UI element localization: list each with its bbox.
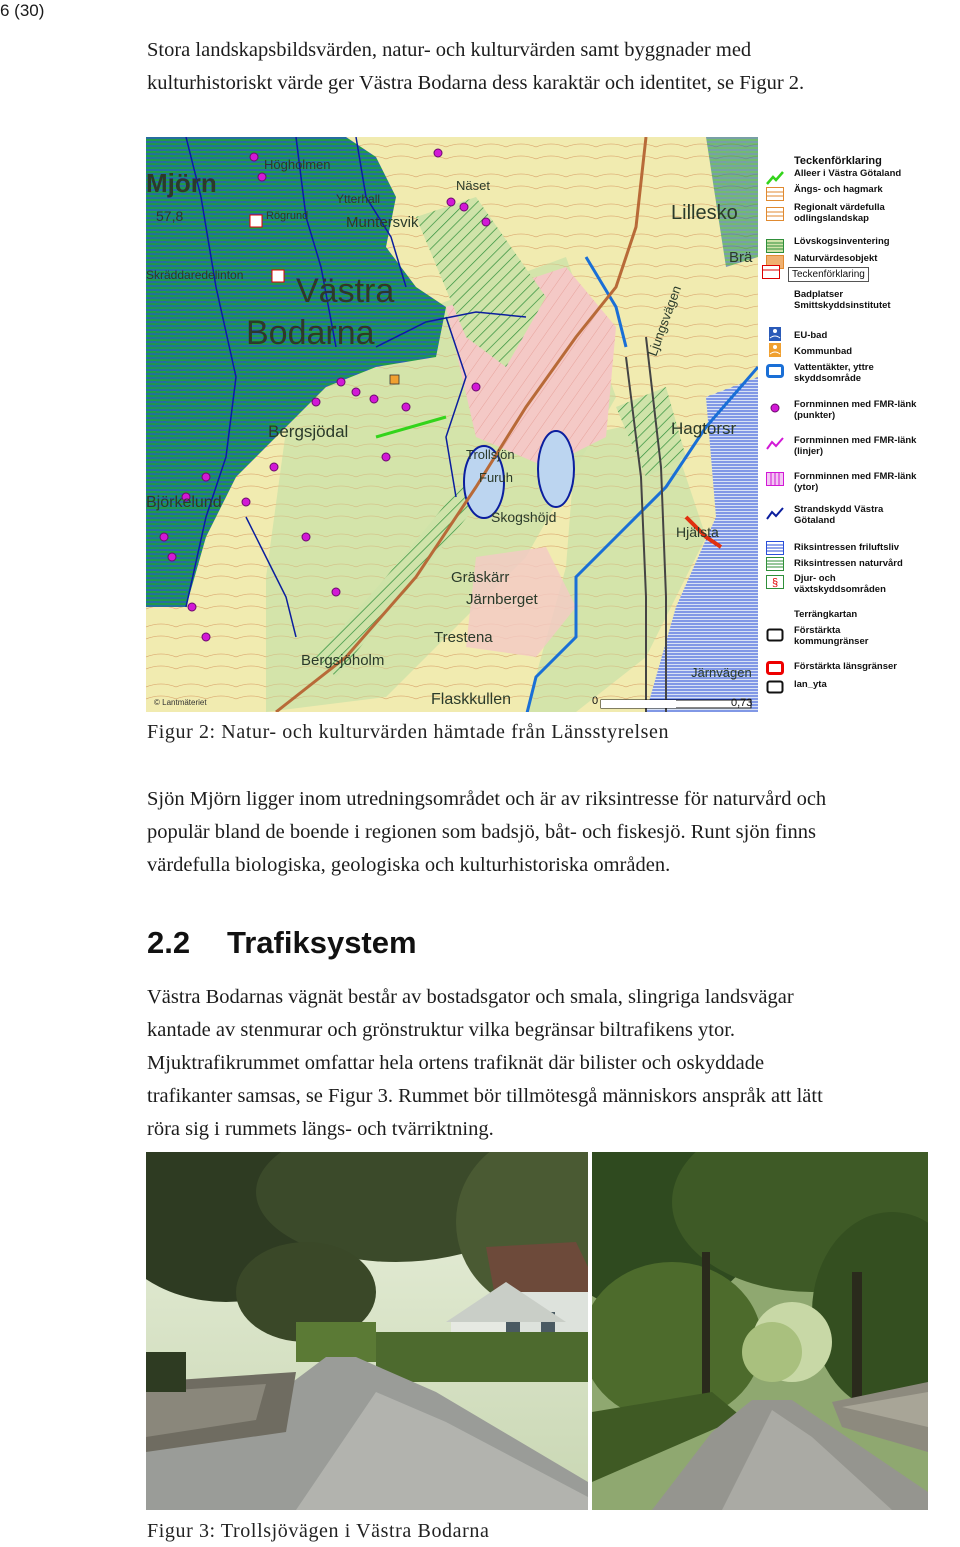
legend-deciduous-icon [766, 239, 784, 253]
section-number: 2.2 [147, 925, 191, 960]
legend-municipal-bath-icon [766, 343, 784, 357]
legend-recreation-icon [766, 541, 784, 555]
map-label-skraddaredelinton: Skräddaredelinton [146, 268, 244, 282]
map-graphic [146, 137, 758, 712]
map-label-bergsjodal: Bergsjödal [268, 422, 349, 441]
legend-item-kommunbad: Kommunbad [794, 346, 853, 357]
map-label-naset: Näset [456, 178, 490, 193]
figure-3-photo-left [146, 1152, 588, 1510]
legend-item-lan-yta: lan_yta [794, 679, 827, 690]
map-label-trestena: Trestena [434, 629, 493, 646]
legend-title: Teckenförklaring [794, 155, 882, 167]
svg-text:§: § [771, 577, 779, 589]
map-label-jarnberget: Järnberget [466, 591, 538, 608]
para2-line-1: Västra Bodarnas vägnät består av bostadsgator och smala, slingriga landsvägar [147, 986, 794, 1008]
legend-monument-point-icon [766, 401, 784, 415]
figure-2-caption: Figur 2: Natur- och kulturvärden hämtade från Länsstyrelsen [147, 721, 670, 743]
legend-item-naturvard: Riksintressen naturvård [794, 558, 903, 569]
legend-item-fornminnen-ytor: Fornminnen med FMR-länk (ytor) [794, 471, 917, 493]
legend-item-angs: Ängs- och hagmark [794, 184, 883, 195]
map-label-muntersvik: Muntersvik [346, 214, 419, 231]
legend-county-area-icon [766, 680, 784, 694]
map-label-bergsjoholm: Bergsjöholm [301, 652, 385, 669]
figure-3-caption: Figur 3: Trollsjövägen i Västra Bodarna [147, 1520, 490, 1542]
legend-item-vattentakter: Vattentäkter, yttre skyddsområde [794, 362, 874, 384]
map-label-lillesko: Lillesko [671, 202, 738, 224]
map-label-bjorkelund: Björkelund [146, 494, 222, 511]
map-label-hjalsta: Hjälsta [676, 524, 719, 540]
map-label-mjorn: Mjörn [146, 168, 217, 198]
para1-line-1: Sjön Mjörn ligger inom utredningsområdet och är av riksintresse för naturvård och [147, 788, 827, 810]
legend-shoreline-icon [766, 507, 784, 521]
legend-water-protection-icon [766, 364, 784, 378]
map-label-rogrund: Rögrund [266, 210, 309, 222]
figure-3-photo-right [592, 1152, 928, 1510]
section-title: Trafiksystem [227, 925, 417, 960]
map-label-hagtorsr: Hagtorsr [671, 419, 737, 438]
map-label-skogshojd: Skogshöjd [491, 509, 557, 525]
legend-municipal-border-icon [766, 628, 784, 642]
para2-line-4: trafikanter samsas, se Figur 3. Rummet bör tillmötesgå människors anspråk att lätt [147, 1085, 823, 1107]
legend-bath-red-icon [762, 265, 780, 279]
map-label-57-8: 57,8 [156, 208, 184, 224]
legend-tag: Teckenförklaring [788, 267, 869, 282]
figure-2-map [146, 137, 932, 712]
legend-item-friluftsliv: Riksintressen friluftsliv [794, 542, 900, 553]
legend-county-border-icon [766, 661, 784, 675]
legend-item-terrangkartan: Terrängkartan [794, 609, 858, 620]
legend-nature-conservation-icon [766, 557, 784, 571]
legend-farmland-icon [766, 207, 784, 221]
legend-item-strandskydd: Strandskydd Västra Götaland [794, 504, 884, 526]
map-label-vastra: Västra [296, 272, 395, 310]
map-label-hogholmen: Högholmen [264, 157, 331, 172]
para2-line-2: kantade av stenmurar och grönstruktur vilka begränsar biltrafikens ytor. [147, 1019, 736, 1041]
legend-item-badplatser: Badplatser Smittskyddsinstitutet [794, 289, 891, 311]
map-label-bodarna: Bodarna [246, 314, 375, 352]
map-label-bra: Brä [729, 249, 753, 266]
map-label-furuh: Furuh [479, 470, 513, 485]
legend-item-naturvardesobjekt: Naturvärdesobjekt [794, 253, 878, 264]
section-heading [147, 923, 417, 963]
legend-item-lovskog: Lövskogsinventering [794, 236, 890, 247]
map-label-ljungsvagen: Ljungsvägen [644, 283, 685, 359]
legend-monument-area-icon [766, 472, 784, 486]
legend-meadow-icon [766, 187, 784, 201]
legend-monument-line-icon [766, 437, 784, 451]
legend-eu-bath-icon [766, 327, 784, 341]
legend-wildlife-icon [766, 575, 784, 589]
legend-item-fornminnen-punkter: Fornminnen med FMR-länk (punkter) [794, 399, 917, 421]
para1-line-2: populär bland de boende i regionen som badsjö, båt- och fiskesjö. Runt sjön finns [147, 821, 816, 843]
legend-alley-icon [766, 171, 784, 185]
legend-item-alleer: Alleer i Västra Götaland [794, 168, 902, 179]
map-scale-left: 0 [592, 695, 599, 707]
legend-item-eu-bad: EU-bad [794, 330, 828, 341]
map-label-trollsjon: Trollsjön [466, 447, 515, 462]
map-legend [758, 137, 932, 712]
map-scale-right: 0,73 [731, 697, 753, 709]
para2-line-3: Mjuktrafikrummet omfattar hela ortens trafiknät där bilister och oskyddade [147, 1052, 765, 1074]
para1-line-3: värdefulla biologiska, geologiska och kulturhistoriska områden. [147, 854, 671, 876]
legend-item-kommungranser: Förstärkta kommungränser [794, 625, 869, 647]
legend-item-lansgranser: Förstärkta länsgränser [794, 661, 897, 672]
legend-item-djur-vaxt: Djur- och växtskyddsområden [794, 573, 886, 595]
legend-item-fornminnen-linjer: Fornminnen med FMR-länk (linjer) [794, 435, 917, 457]
intro-line-2: kulturhistoriskt värde ger Västra Bodarna dess karaktär och identitet, se Figur 2. [147, 72, 805, 94]
para2-line-5: röra sig i rummets längs- och tvärriktning. [147, 1118, 494, 1140]
map-copyright: © Lantmäteriet [154, 698, 207, 707]
map-label-ytterhall: Ytterhall [336, 192, 381, 206]
legend-item-odlingslandskap: Regionalt värdefulla odlingslandskap [794, 202, 885, 224]
map-label-graskarr: Gräskärr [451, 569, 510, 586]
map-label-jarnvagen: Järnvägen [691, 665, 752, 680]
page-number: 6 (30) [0, 1, 45, 20]
map-label-flaskkullen: Flaskkullen [431, 691, 512, 708]
intro-line-1: Stora landskapsbildsvärden, natur- och kulturvärden samt byggnader med [147, 39, 752, 61]
